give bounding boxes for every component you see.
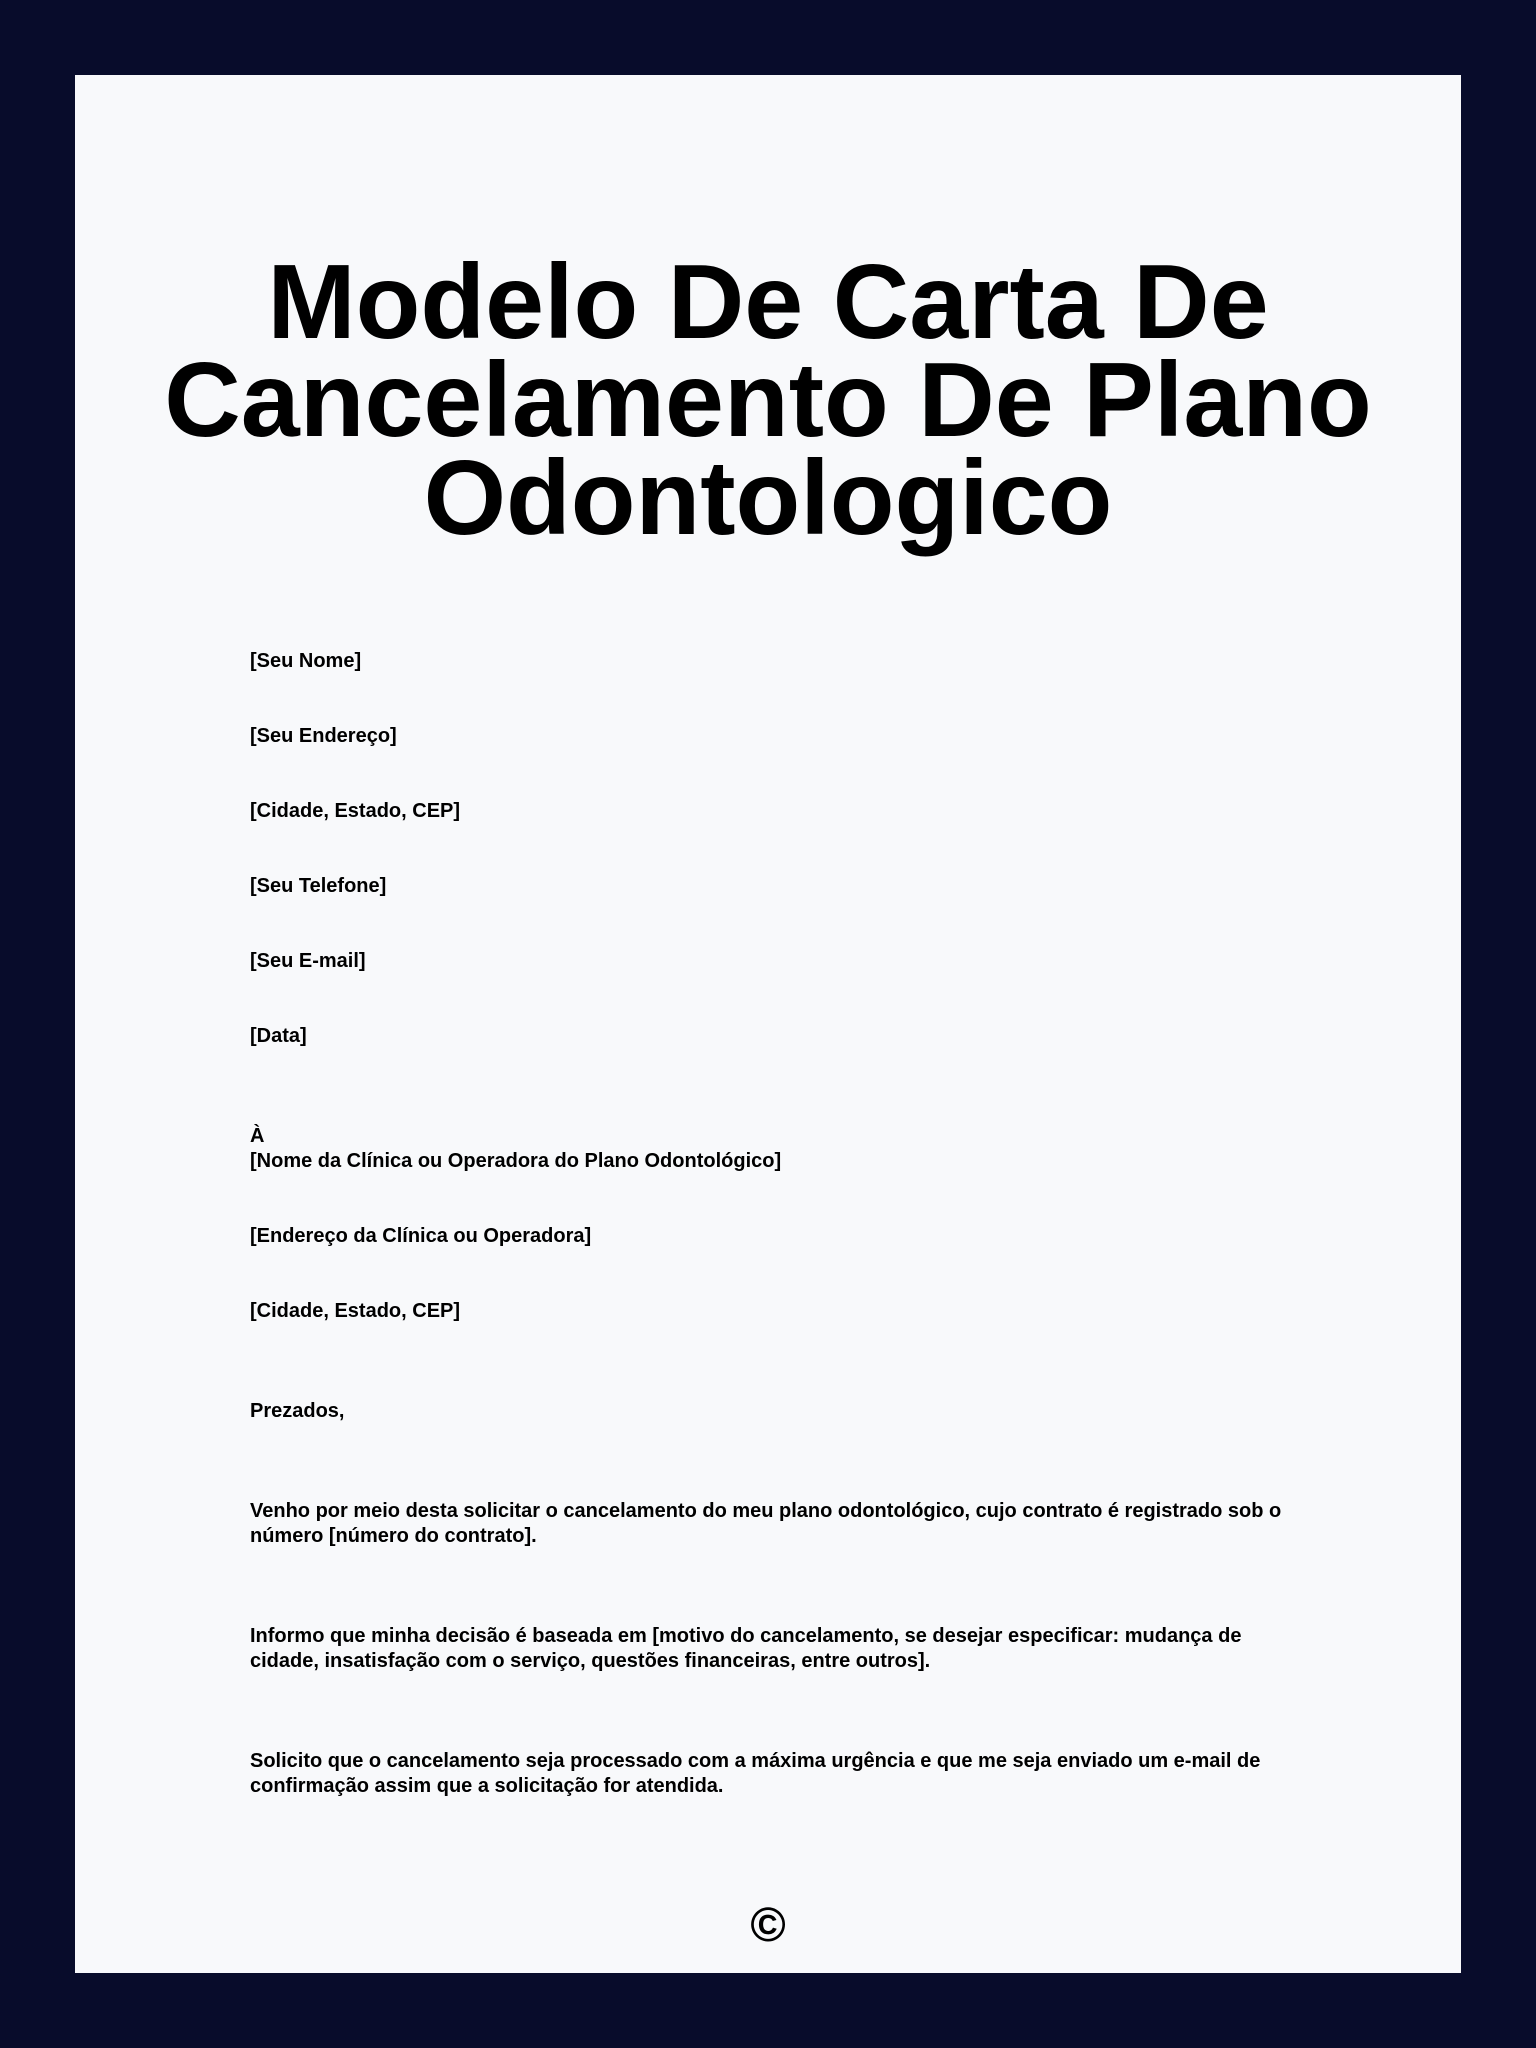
document-title: Modelo De Carta De Cancelamento De Plano Odontologico <box>164 243 1372 557</box>
sender-name: [Seu Nome] <box>250 650 362 672</box>
greeting: Prezados, <box>250 1400 345 1422</box>
copyright-icon: © <box>750 1899 786 1952</box>
recipient-to: À <box>250 1125 265 1147</box>
recipient-name: [Nome da Clínica ou Operadora do Plano Odontológico] <box>250 1150 782 1172</box>
recipient-address: [Endereço da Clínica ou Operadora] <box>250 1225 592 1247</box>
sender-email: [Seu E-mail] <box>250 950 366 972</box>
document-page <box>75 75 1461 1973</box>
letter-date: [Data] <box>250 1025 307 1047</box>
sender-address: [Seu Endereço] <box>250 725 397 747</box>
recipient-city-state-zip: [Cidade, Estado, CEP] <box>250 1300 461 1322</box>
body-paragraph: Informo que minha decisão é baseada em [motivo do cancelamento, se desejar especificar: mudança de cidade, insatisfação com o serviço, questões financeiras, entre outros]. <box>250 1625 1242 1672</box>
body-paragraph: Venho por meio desta solicitar o cancelamento do meu plano odontológico, cujo contrato é registrado sob o número [número do contrato]. <box>250 1500 1282 1547</box>
sender-city-state-zip: [Cidade, Estado, CEP] <box>250 800 461 822</box>
sender-phone: [Seu Telefone] <box>250 875 387 897</box>
body-paragraph: Solicito que o cancelamento seja processado com a máxima urgência e que me seja enviado um e-mail de confirmação assim que a solicitação for atendida. <box>250 1750 1261 1797</box>
